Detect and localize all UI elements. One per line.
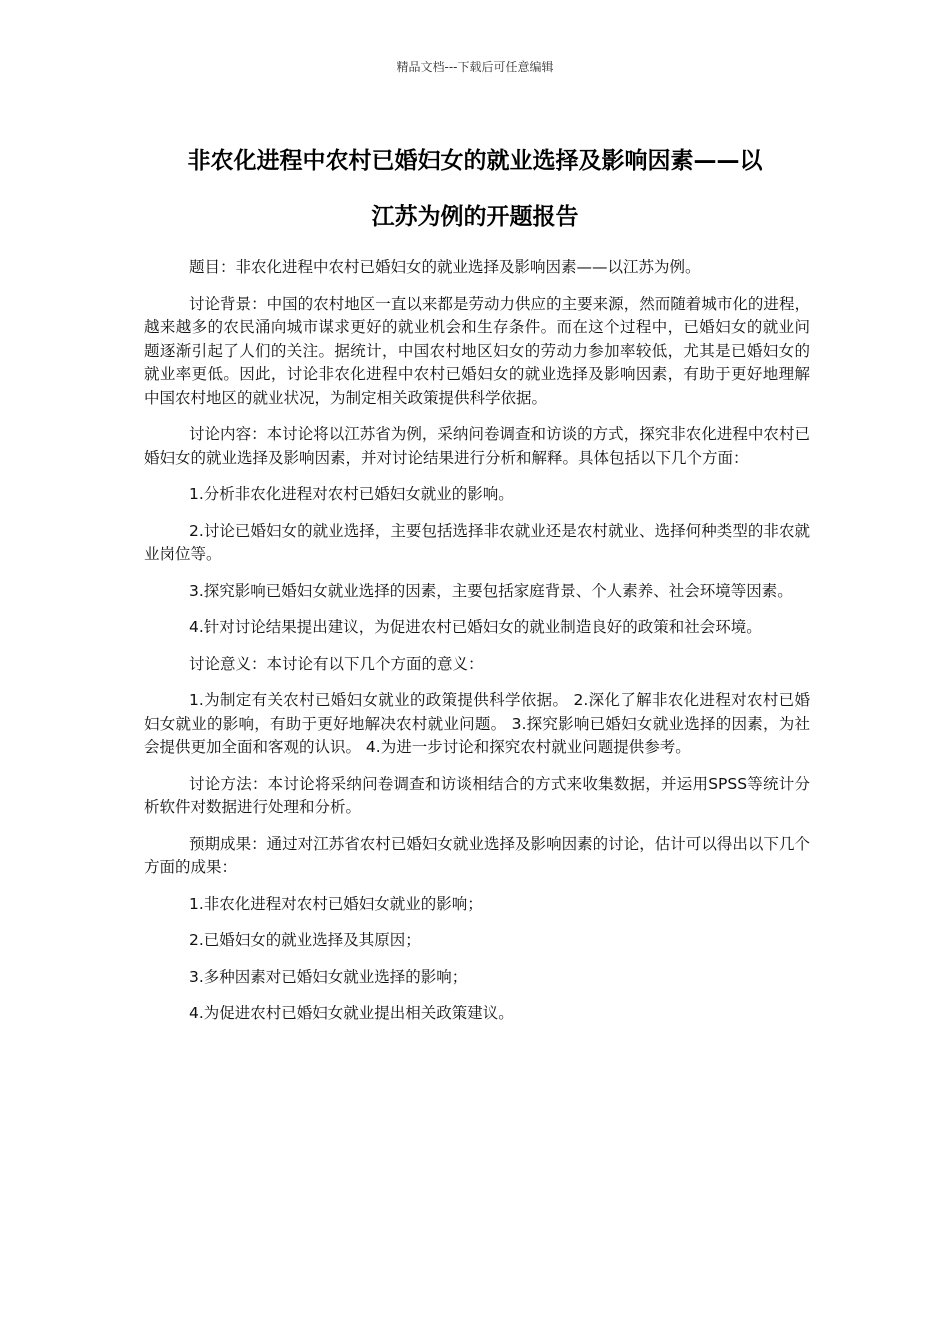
paragraph-background: 讨论背景：中国的农村地区一直以来都是劳动力供应的主要来源，然而随着城市化的进程，越来越多的农民涌向城市谋求更好的就业机会和生存条件。而在这个过程中，已婚妇女的就业问题逐渐引起了人们的关注。据统计，中国农村地区妇女的劳动力参加率较低，尤其是已婚妇女的就业率更低。因此，讨论非农化进程中农村已婚妇女的就业选择及影响因素，有助于更好地理解中国农村地区的就业状况，为制定相关政策提供科学依据。 (144, 294, 810, 407)
title-line-2: 江苏为例的开题报告 (371, 204, 579, 230)
list-item: 3.探究影响已婚妇女就业选择的因素，主要包括家庭背景、个人素养、社会环境等因素。 (189, 581, 793, 600)
header-note: 精品文档---下载后可任意编辑 (396, 60, 554, 74)
paragraph-topic: 题目：非农化进程中农村已婚妇女的就业选择及影响因素——以江苏为例。 (189, 258, 701, 276)
paragraph-significance-items: 1.为制定有关农村已婚妇女就业的政策提供科学依据。 2.深化了解非农化进程对农村已婚妇女就业的影响，有助于更好地解决农村就业问题。 3.探究影响已婚妇女就业选择的因素，为社会提供更加全面和客观的认识。 4.为进一步讨论和探究农村就业问题提供参考。 (144, 691, 810, 756)
paragraph-significance: 讨论意义：本讨论有以下几个方面的意义： (189, 654, 484, 673)
paragraph-expected-results: 预期成果：通过对江苏省农村已婚妇女就业选择及影响因素的讨论，估计可以得出以下几个方面的成果： (144, 834, 810, 876)
paragraph-content: 讨论内容：本讨论将以江苏省为例，采纳问卷调查和访谈的方式，探究非农化进程中农村已婚妇女的就业选择及影响因素，并对讨论结果进行分析和解释。具体包括以下几个方面： (144, 425, 810, 467)
document-title (140, 133, 810, 245)
document-body (144, 256, 810, 1039)
list-item: 3.多种因素对已婚妇女就业选择的影响； (189, 967, 468, 986)
list-item: 2.已婚妇女的就业选择及其原因； (189, 931, 421, 949)
list-item: 1.分析非农化进程对农村已婚妇女就业的影响。 (189, 485, 514, 503)
paragraph-method: 讨论方法：本讨论将采纳问卷调查和访谈相结合的方式来收集数据，并运用SPSS等统计分析软件对数据进行处理和分析。 (144, 774, 810, 816)
list-item: 4.针对讨论结果提出建议，为促进农村已婚妇女的就业制造良好的政策和社会环境。 (189, 618, 762, 636)
list-item: 2.讨论已婚妇女的就业选择，主要包括选择非农就业还是农村就业、选择何种类型的非农就业岗位等。 (144, 521, 810, 563)
list-item: 1.非农化进程对农村已婚妇女就业的影响； (189, 894, 483, 913)
title-line-1: 非农化进程中农村已婚妇女的就业选择及影响因素——以 (187, 148, 763, 174)
list-item: 4.为促进农村已婚妇女就业提出相关政策建议。 (189, 1004, 514, 1022)
